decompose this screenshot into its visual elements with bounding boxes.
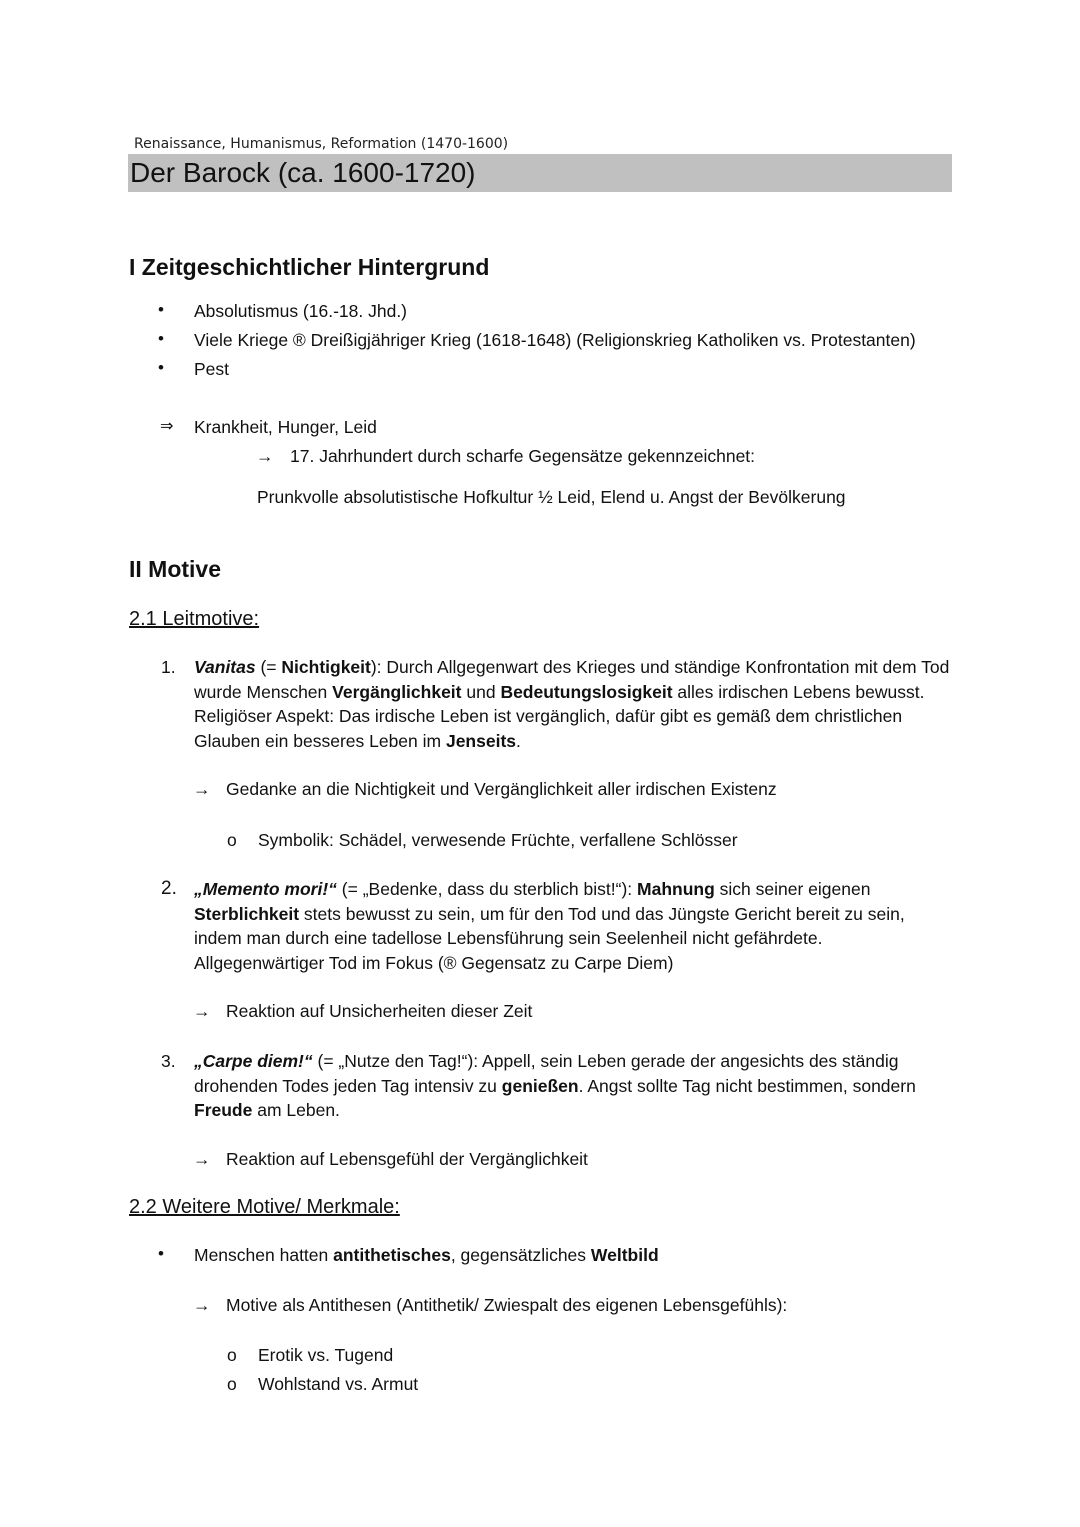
bullet-marker: • (158, 300, 164, 319)
arrow-icon: → (193, 1149, 211, 1169)
arrow-icon: → (193, 779, 211, 799)
list-number: 2. (161, 878, 177, 899)
bullet-marker: • (158, 329, 164, 348)
section-heading-motives: II Motive (129, 556, 222, 582)
bullet-marker: • (158, 358, 164, 377)
subheading-leitmotive: 2.1 Leitmotive: (129, 608, 260, 630)
arrow-icon: → (256, 446, 274, 466)
arrow-icon: → (193, 1001, 211, 1021)
bullet-marker: • (158, 1244, 164, 1263)
section-heading-background: I Zeitgeschichtlicher Hintergrund (129, 254, 490, 280)
vanitas-symbolism: Symbolik: Schädel, verwesende Früchte, verfallene Schlösser (258, 830, 738, 850)
subheading-weitere-motive: 2.2 Weitere Motive/ Merkmale: (129, 1196, 400, 1218)
contrast-text: Prunkvolle absolutistische Hofkultur ½ Leid, Elend u. Angst der Bevölkerung (257, 487, 846, 507)
list-item-vanitas: Vanitas (= Nichtigkeit): Durch Allgegenwart des Krieges und ständige Konfrontation mit dem Tod wurde Menschen Vergänglichkeit und Bedeutungslosigkeit alles irdischen Lebens bewusst. Religiöser Aspekt: Das irdische Leben ist vergänglich, dafür gibt es gemäß dem christlichen Glauben ein besseres Leben im Jenseits. (194, 657, 950, 751)
sub-bullet-marker: o (227, 830, 237, 850)
list-item-carpe-diem: „Carpe diem!“ (= „Nutze den Tag!“): Appell, sein Leben gerade der angesichts des ständig drohenden Todes jeden Tag intensiv zu genießen. Angst sollte Tag nicht bestimmen, sondern Freude am Leben. (194, 1051, 916, 1120)
implies-icon: ⇒ (160, 418, 174, 435)
arrow-icon: → (193, 1295, 211, 1315)
antithesis-item-wohlstand: Wohlstand vs. Armut (258, 1374, 419, 1394)
bullet-item-wars: Viele Kriege ® Dreißigjähriger Krieg (1618-1648) (Religionskrieg Katholiken vs. Protestanten) (194, 330, 916, 350)
antithesis-arrow-text: Motive als Antithesen (Antithetik/ Zwiespalt des eigenen Lebensgefühls): (226, 1295, 788, 1315)
sub-bullet-marker: o (227, 1345, 237, 1365)
list-number: 3. (161, 1051, 176, 1071)
bullet-item-absolutism: Absolutismus (16.-18. Jhd.) (194, 301, 408, 321)
page-title: Der Barock (ca. 1600-1720) (130, 157, 476, 188)
sub-bullet-marker: o (227, 1374, 237, 1394)
implies-text: Krankheit, Hunger, Leid (194, 417, 377, 437)
carpe-arrow-text: Reaktion auf Lebensgefühl der Vergänglichkeit (226, 1149, 588, 1169)
arrow-text: 17. Jahrhundert durch scharfe Gegensätze gekennzeichnet: (290, 446, 756, 466)
list-item-memento-mori: „Memento mori!“ (= „Bedenke, dass du sterblich bist!“): Mahnung sich seiner eigenen Sterblichkeit stets bewusst zu sein, um für den Tod und das Jüngste Gericht bereit zu sein, indem man durch eine tadellose Lebensführung sein Seelenheil nicht gefährdete. Allgegenwärtiger Tod im Fokus (® Gegensatz zu Carpe Diem) (194, 879, 905, 973)
bullet-item-plague: Pest (194, 359, 230, 379)
list-number: 1. (161, 657, 176, 677)
vanitas-arrow-text: Gedanke an die Nichtigkeit und Vergänglichkeit aller irdischen Existenz (226, 779, 777, 799)
running-head: Renaissance, Humanismus, Reformation (1470-1600) (134, 136, 509, 152)
memento-arrow-text: Reaktion auf Unsicherheiten dieser Zeit (226, 1001, 533, 1021)
antithesis-item-erotik: Erotik vs. Tugend (258, 1345, 394, 1365)
bullet-item-worldview: Menschen hatten antithetisches, gegensätzliches Weltbild (194, 1245, 659, 1265)
